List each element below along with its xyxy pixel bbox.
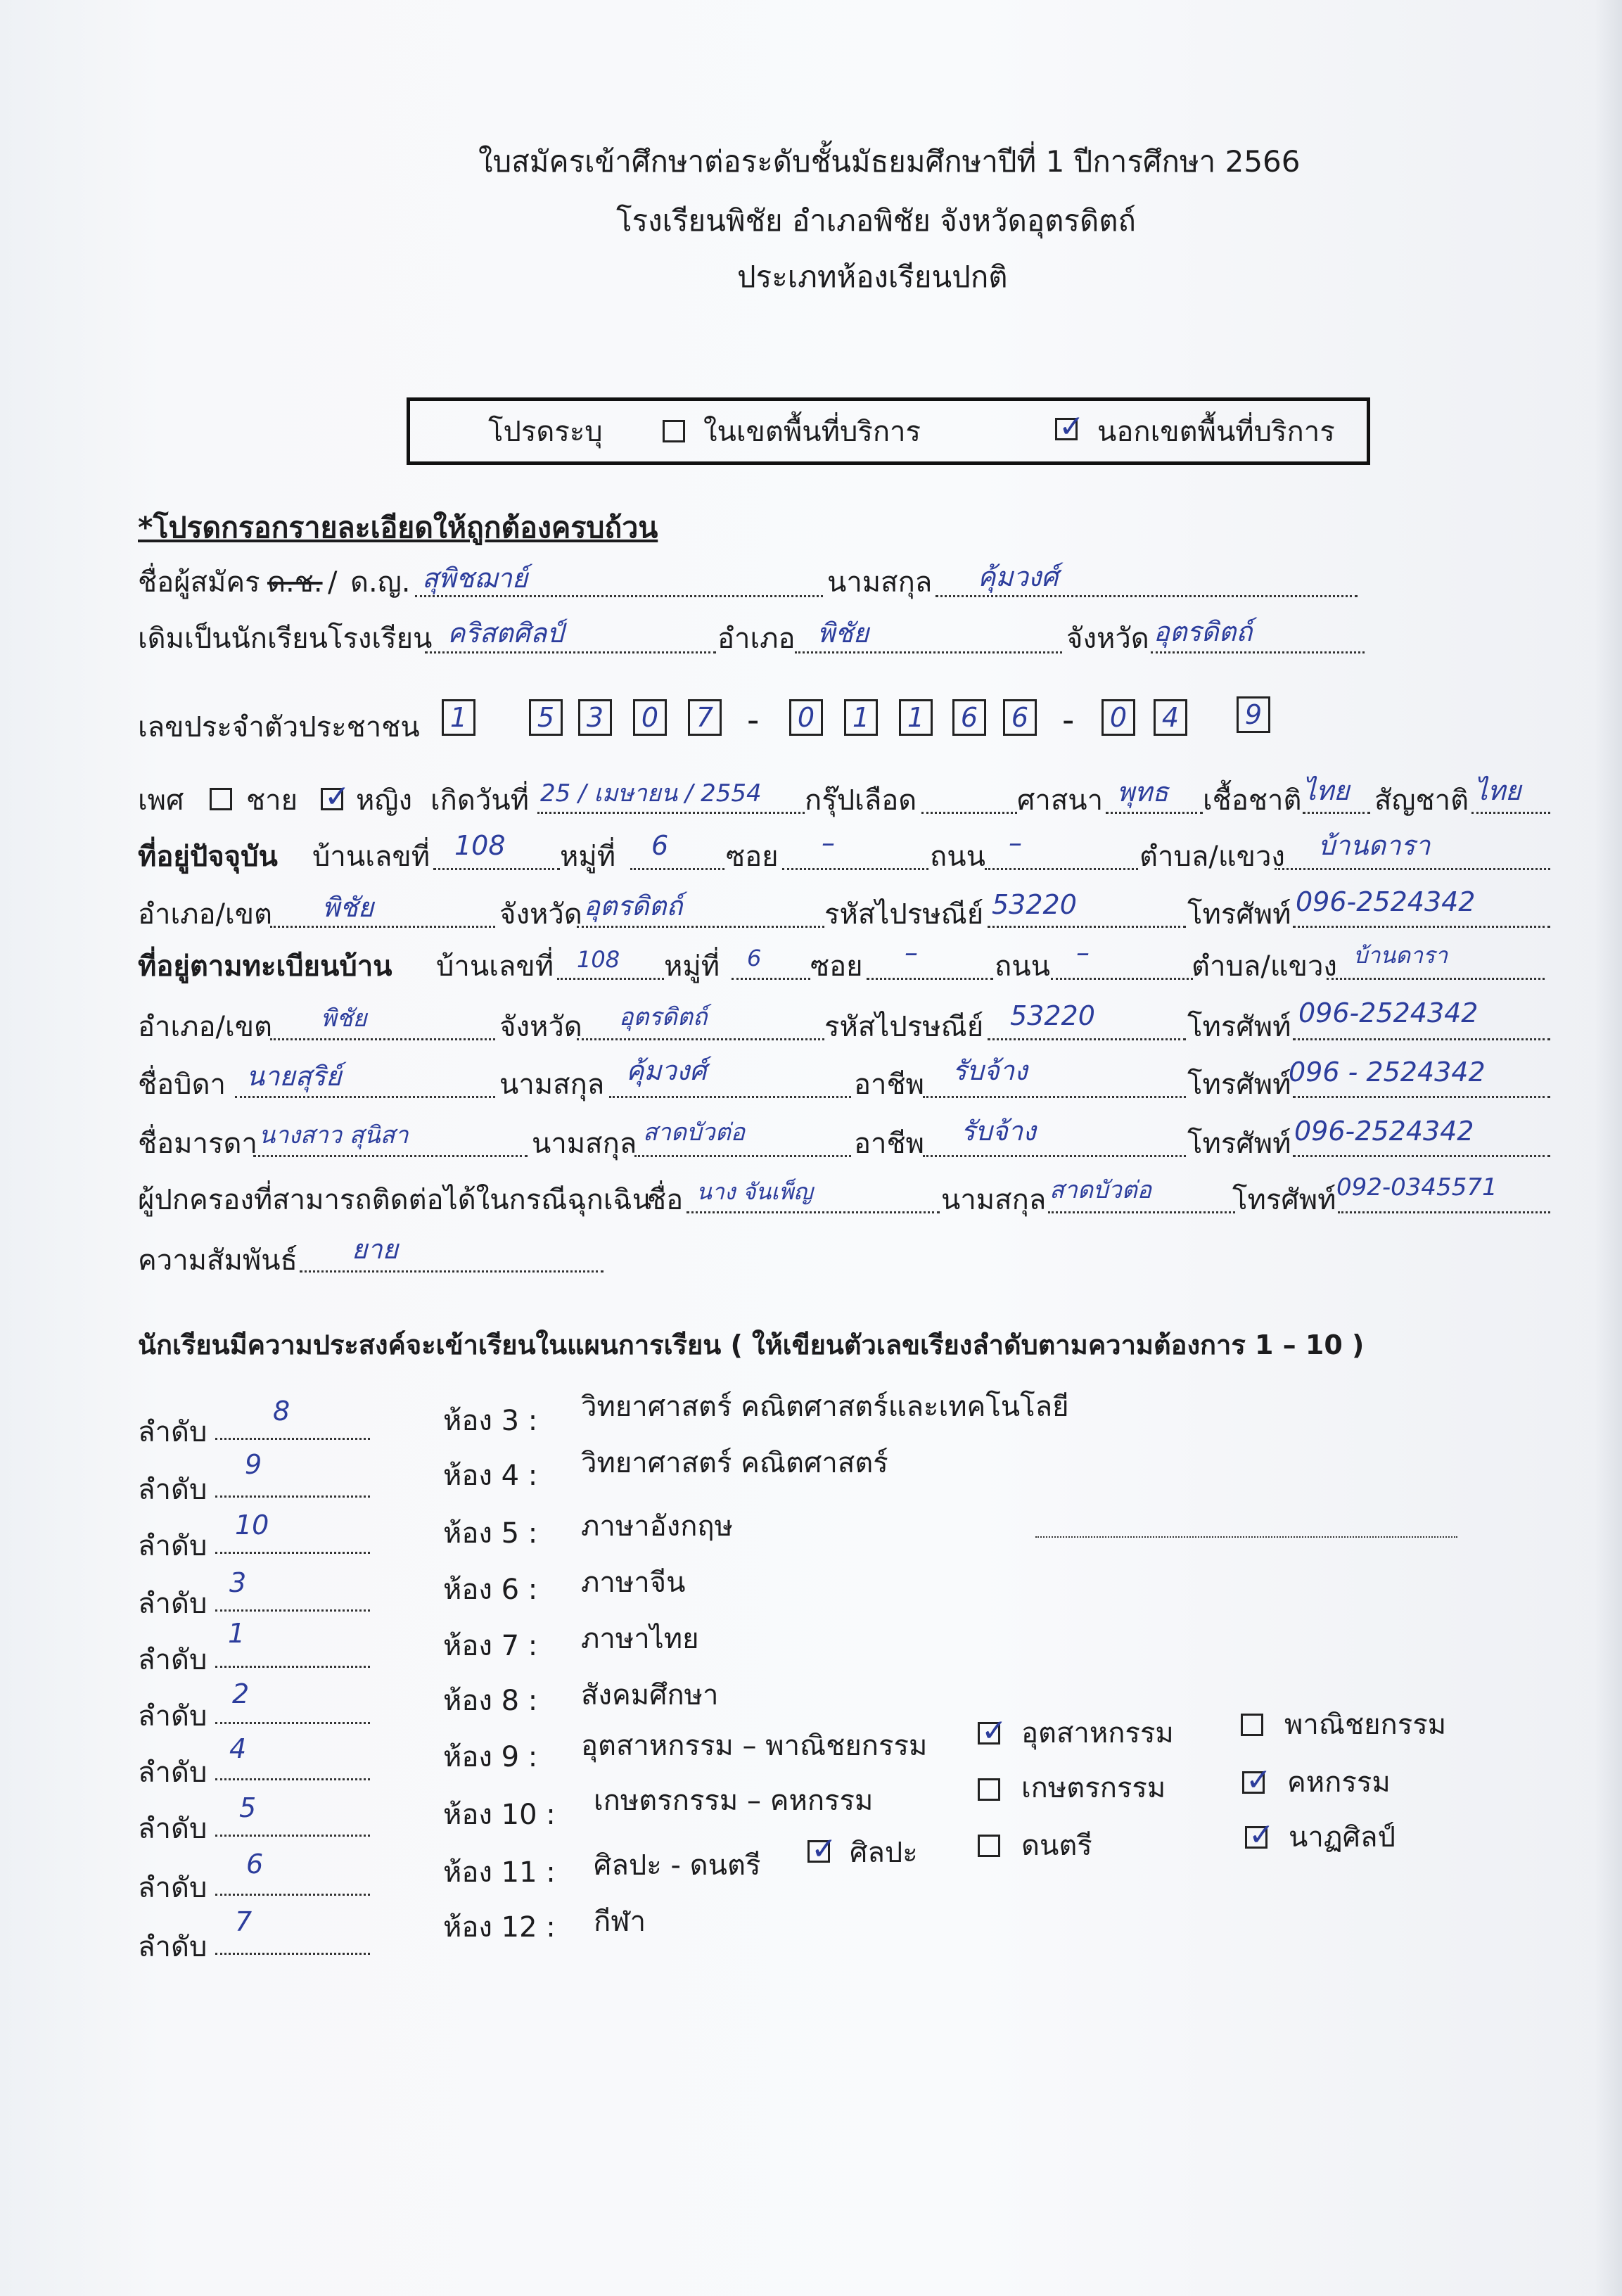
- room-number: ห้อง 7 :: [443, 1630, 538, 1662]
- cur-subdistrict-value[interactable]: บ้านดารา: [1318, 830, 1431, 861]
- cur-moo-line: [630, 868, 724, 870]
- cur-house-line: [433, 868, 560, 870]
- cur-house-label: บ้านเลขที่: [312, 841, 430, 873]
- reg-phone-value[interactable]: 096-2524342: [1298, 997, 1479, 1028]
- art-checkbox[interactable]: [807, 1840, 830, 1863]
- first-name-value[interactable]: สุพิชฌาย์: [422, 563, 528, 594]
- id-digit[interactable]: 0: [633, 699, 667, 736]
- cur-phone-value[interactable]: 096-2524342: [1296, 886, 1476, 917]
- mother-phone-label: โทรศัพท์: [1187, 1128, 1291, 1160]
- rank-line: [215, 1666, 370, 1668]
- id-digit[interactable]: 3: [578, 699, 612, 736]
- id-digit[interactable]: 1: [442, 699, 475, 736]
- cur-district-label: อำเภอ/เขต: [138, 898, 273, 931]
- prefix-boy: ด.ช.: [267, 566, 323, 599]
- rank-line: [215, 1778, 370, 1780]
- id-digit[interactable]: 6: [1003, 699, 1037, 736]
- rank-value[interactable]: 8: [273, 1396, 290, 1427]
- room-name: วิทยาศาสตร์ คณิตศาสตร์: [581, 1447, 888, 1479]
- rank-value[interactable]: 3: [229, 1567, 247, 1598]
- rank-label: ลำดับ: [138, 1756, 207, 1789]
- home-ec-label: คหกรรม: [1287, 1766, 1391, 1799]
- cur-moo-label: หมู่ที่: [560, 841, 616, 873]
- guardian-name-label: ชื่อ: [647, 1184, 684, 1216]
- guardian-surname-label: นามสกุล: [941, 1184, 1047, 1216]
- blood-line: [921, 812, 1017, 814]
- room-number: ห้อง 4 :: [443, 1460, 538, 1492]
- dance-label: นาฏศิลป์: [1289, 1821, 1396, 1854]
- father-job-line: [923, 1096, 1186, 1098]
- mother-phone-line: [1293, 1155, 1550, 1157]
- room-number: ห้อง 11 :: [443, 1856, 556, 1889]
- rank-line: [215, 1552, 370, 1554]
- male-checkbox[interactable]: [210, 788, 232, 810]
- cur-province-label: จังหวัด: [499, 898, 582, 931]
- id-digit[interactable]: 4: [1154, 699, 1187, 736]
- room-number: ห้อง 12 :: [443, 1911, 556, 1944]
- industry-checkbox[interactable]: [978, 1722, 1000, 1745]
- blood-label: กรุ๊ปเลือด: [805, 784, 917, 817]
- cur-zip-value[interactable]: 53220: [992, 889, 1077, 920]
- cur-phone-line: [1293, 926, 1550, 928]
- race-label: เชื้อชาติ: [1203, 784, 1302, 817]
- father-surname-value[interactable]: คุ้มวงศ์: [626, 1055, 707, 1086]
- cur-province-value[interactable]: อุตรดิตถ์: [584, 891, 683, 921]
- reg-house-line: [557, 978, 664, 980]
- rank-line: [215, 1894, 370, 1896]
- cur-moo-value[interactable]: 6: [651, 830, 669, 861]
- father-label: ชื่อบิดา: [138, 1069, 226, 1101]
- reg-soi-label: ซอย: [810, 950, 863, 983]
- school-value[interactable]: คริสตศิลป์: [447, 618, 564, 649]
- birth-label: เกิดวันที่: [430, 784, 530, 817]
- id-digit[interactable]: 0: [789, 699, 823, 736]
- home-ec-checkbox[interactable]: [1242, 1771, 1265, 1794]
- out-area-checkbox[interactable]: [1055, 418, 1078, 440]
- in-area-checkbox[interactable]: [663, 420, 685, 442]
- surname-value[interactable]: คุ้มวงศ์: [978, 561, 1059, 592]
- cur-zip-line: [988, 926, 1186, 928]
- industry-label: อุตสาหกรรม: [1021, 1717, 1174, 1749]
- surname-label: นามสกุล: [827, 566, 933, 599]
- school-line: โรงเรียนพิชัย อำเภอพิชัย จังหวัดอุตรดิตถ์: [616, 203, 1136, 238]
- mother-surname-label: นามสกุล: [532, 1128, 637, 1160]
- rank-line: [215, 1609, 370, 1612]
- surname-line: [935, 595, 1358, 597]
- relation-label: ความสัมพันธ์: [138, 1244, 298, 1277]
- mother-job-label: อาชีพ: [854, 1128, 924, 1160]
- race-value[interactable]: ไทย: [1303, 775, 1350, 806]
- father-phone-value[interactable]: 096 - 2524342: [1289, 1057, 1486, 1088]
- id-dash: -: [1062, 701, 1075, 740]
- cur-subdistrict-line: [1275, 868, 1550, 870]
- id-digit[interactable]: 0: [1101, 699, 1135, 736]
- mother-label: ชื่อมารดา: [138, 1128, 257, 1160]
- reg-road-line: [1051, 978, 1193, 980]
- national-id-label: เลขประจำตัวประชาชน: [138, 711, 420, 744]
- father-phone-line: [1293, 1096, 1550, 1098]
- commerce-label: พาณิชยกรรม: [1284, 1709, 1447, 1741]
- room-number: ห้อง 6 :: [443, 1574, 538, 1606]
- rank-line: [215, 1438, 370, 1440]
- out-area-label: นอกเขตพื้นที่บริการ: [1097, 416, 1335, 448]
- agriculture-checkbox[interactable]: [978, 1778, 1000, 1801]
- reg-road-value[interactable]: –: [1076, 937, 1090, 968]
- cur-road-label: ถนน: [930, 841, 985, 873]
- religion-value[interactable]: พุทธ: [1117, 777, 1169, 808]
- reg-district-label: อำเภอ/เขต: [138, 1011, 273, 1043]
- id-digit[interactable]: 9: [1237, 696, 1270, 733]
- reg-moo-line: [732, 978, 810, 980]
- relation-line: [300, 1270, 604, 1273]
- rank-label: ลำดับ: [138, 1700, 207, 1733]
- reg-province-label: จังหวัด: [499, 1011, 582, 1043]
- registered-address-title: ที่อยู่ตามทะเบียนบ้าน: [138, 950, 392, 983]
- guardian-name-line: [687, 1211, 940, 1213]
- plans-title: นักเรียนมีความประสงค์จะเข้าเรียนในแผนการเรียน ( ให้เขียนตัวเลขเรียงลำดับตามความต้องการ 1 – 10 ): [138, 1329, 1365, 1360]
- rank-value[interactable]: 7: [235, 1906, 253, 1937]
- guardian-surname-line: [1048, 1211, 1235, 1213]
- classroom-type: ประเภทห้องเรียนปกติ: [737, 260, 1008, 294]
- reg-province-line: [577, 1038, 824, 1040]
- instructions-heading: *โปรดกรอกรายละเอียดให้ถูกต้องครบถ้วน: [138, 511, 658, 544]
- rank-label: ลำดับ: [138, 1530, 207, 1562]
- cur-zip-label: รหัสไปรษณีย์: [824, 898, 984, 931]
- mother-job-line: [923, 1155, 1186, 1157]
- school-district-label: อำเภอ: [717, 623, 796, 655]
- room-number: ห้อง 10 :: [443, 1799, 556, 1831]
- gender-label: เพศ: [138, 784, 184, 817]
- religion-label: ศาสนา: [1017, 784, 1104, 817]
- form-title: ใบสมัครเข้าศึกษาต่อระดับชั้นมัธยมศึกษาปีที่ 1 ปีการศึกษา 2566: [478, 144, 1301, 179]
- relation-value[interactable]: ยาย: [352, 1234, 398, 1265]
- male-label: ชาย: [246, 784, 298, 817]
- cur-soi-value[interactable]: –: [822, 827, 835, 858]
- father-surname-label: นามสกุล: [499, 1069, 605, 1101]
- rank-line: [215, 1835, 370, 1837]
- reg-zip-value[interactable]: 53220: [1010, 1000, 1095, 1031]
- in-area-label: ในเขตพื้นที่บริการ: [703, 416, 921, 448]
- school-district-line: [795, 651, 1062, 653]
- father-surname-line: [609, 1096, 851, 1098]
- guardian-label: ผู้ปกครองที่สามารถติดต่อได้ในกรณีฉุกเฉิน: [138, 1184, 652, 1216]
- father-job-value[interactable]: รับจ้าง: [952, 1055, 1028, 1086]
- school-province-value[interactable]: อุตรดิตถ์: [1154, 616, 1253, 647]
- school-province-line: [1151, 651, 1365, 653]
- id-digit[interactable]: 1: [899, 699, 933, 736]
- cur-soi-line: [782, 868, 928, 870]
- rank-value[interactable]: 5: [239, 1792, 257, 1823]
- room-name: ศิลปะ - ดนตรี: [594, 1849, 761, 1882]
- rank-line: [215, 1722, 370, 1724]
- religion-line: [1106, 812, 1203, 814]
- reg-road-label: ถนน: [995, 950, 1050, 983]
- reg-soi-line: [867, 978, 993, 980]
- room-name: ภาษาอังกฤษ: [581, 1510, 734, 1543]
- cur-district-line: [270, 926, 495, 928]
- birth-value[interactable]: 25 / เมษายน / 2554: [540, 779, 762, 808]
- room-number: ห้อง 9 :: [443, 1741, 538, 1773]
- rank-label: ลำดับ: [138, 1813, 207, 1845]
- cur-road-value[interactable]: –: [1009, 827, 1022, 858]
- father-line: [235, 1096, 495, 1098]
- rank-value[interactable]: 6: [246, 1849, 264, 1880]
- rank-label: ลำดับ: [138, 1474, 207, 1506]
- female-label: หญิง: [356, 784, 412, 817]
- reg-province-value[interactable]: อุตรดิตถ์: [619, 1003, 708, 1031]
- nationality-label: สัญชาติ: [1374, 784, 1469, 817]
- id-dash: -: [747, 701, 760, 740]
- mother-surname-line: [634, 1155, 851, 1157]
- room-name: วิทยาศาสตร์ คณิตศาสตร์และเทคโนโลยี: [581, 1391, 1069, 1423]
- id-digit[interactable]: 5: [529, 699, 563, 736]
- father-value[interactable]: นายสุริย์: [246, 1061, 342, 1092]
- room-number: ห้อง 8 :: [443, 1685, 538, 1717]
- rank-label: ลำดับ: [138, 1872, 207, 1904]
- reg-subdistrict-value[interactable]: บ้านดารา: [1353, 942, 1448, 969]
- reg-district-line: [270, 1038, 495, 1040]
- guardian-phone-line: [1338, 1211, 1550, 1213]
- rank-value[interactable]: 9: [245, 1449, 262, 1480]
- rank-label: ลำดับ: [138, 1416, 207, 1448]
- race-line: [1303, 812, 1370, 814]
- room-name: สังคมศึกษา: [581, 1679, 719, 1711]
- cur-road-line: [985, 868, 1138, 870]
- mother-line: [253, 1155, 528, 1157]
- rank-value[interactable]: 1: [228, 1618, 245, 1649]
- reg-moo-label: หมู่ที่: [664, 950, 720, 983]
- cur-soi-label: ซอย: [726, 841, 779, 873]
- mother-surname-value[interactable]: สาดบัวต่อ: [643, 1118, 746, 1147]
- rank-label: ลำดับ: [138, 1588, 207, 1620]
- reg-phone-line: [1293, 1038, 1550, 1040]
- reg-house-value[interactable]: 108: [577, 946, 620, 973]
- rank-label: ลำดับ: [138, 1644, 207, 1676]
- agriculture-label: เกษตรกรรม: [1021, 1772, 1166, 1804]
- dance-checkbox[interactable]: [1245, 1826, 1267, 1849]
- reg-zip-line: [988, 1038, 1186, 1040]
- id-digit[interactable]: 1: [844, 699, 878, 736]
- father-phone-label: โทรศัพท์: [1187, 1069, 1291, 1101]
- room-name: อุตสาหกรรม – พาณิชยกรรม: [581, 1730, 928, 1762]
- cur-district-value[interactable]: พิชัย: [322, 892, 374, 923]
- mother-phone-value[interactable]: 096-2524342: [1294, 1116, 1474, 1147]
- cur-province-line: [577, 926, 824, 928]
- room-name: กีฬา: [594, 1906, 646, 1938]
- art-label: ศิลปะ: [850, 1837, 918, 1869]
- school-district-value[interactable]: พิชัย: [817, 618, 869, 649]
- cur-subdistrict-label: ตำบล/แขวง: [1139, 841, 1285, 873]
- music-label: ดนตรี: [1021, 1830, 1092, 1862]
- commerce-checkbox[interactable]: [1241, 1714, 1263, 1736]
- room-name: เกษตรกรรม – คหกรรม: [594, 1785, 874, 1817]
- cur-phone-label: โทรศัพท์: [1187, 898, 1291, 931]
- rank-label: ลำดับ: [138, 1931, 207, 1963]
- room-number: ห้อง 5 :: [443, 1517, 538, 1550]
- guardian-phone-label: โทรศัพท์: [1232, 1184, 1336, 1216]
- rank-value[interactable]: 4: [229, 1733, 247, 1764]
- extra-line: [1035, 1536, 1457, 1538]
- room-name: ภาษาจีน: [581, 1567, 686, 1599]
- guardian-name-value[interactable]: นาง จันเพ็ญ: [696, 1178, 813, 1205]
- rank-value[interactable]: 10: [235, 1510, 269, 1541]
- birth-line: [537, 812, 805, 814]
- mother-job-value[interactable]: รับจ้าง: [961, 1116, 1036, 1147]
- nationality-line: [1471, 812, 1550, 814]
- rank-line: [215, 1495, 370, 1498]
- reg-zip-label: รหัสไปรษณีย์: [824, 1011, 984, 1043]
- school-line: [425, 651, 716, 653]
- music-checkbox[interactable]: [978, 1835, 1000, 1857]
- cur-house-value[interactable]: 108: [454, 830, 506, 861]
- prefix-separator: /: [328, 566, 338, 599]
- id-digit[interactable]: 7: [688, 699, 722, 736]
- rank-value[interactable]: 2: [232, 1678, 250, 1709]
- nationality-value[interactable]: ไทย: [1474, 775, 1521, 806]
- mother-value[interactable]: นางสาว สุนิสา: [259, 1121, 409, 1149]
- school-province-label: จังหวัด: [1066, 623, 1149, 655]
- female-checkbox[interactable]: [321, 788, 343, 810]
- rank-line: [215, 1953, 370, 1955]
- area-label: โปรดระบุ: [488, 416, 603, 448]
- reg-soi-value[interactable]: –: [905, 937, 918, 968]
- id-digit[interactable]: 6: [952, 699, 986, 736]
- reg-subdistrict-line: [1327, 978, 1545, 980]
- current-address-title: ที่อยู่ปัจจุบัน: [138, 841, 278, 873]
- reg-moo-value[interactable]: 6: [747, 945, 762, 971]
- guardian-surname-value[interactable]: สาดบัวต่อ: [1049, 1176, 1152, 1204]
- prefix-girl: ด.ญ.: [350, 566, 411, 599]
- room-name: ภาษาไทย: [581, 1623, 699, 1655]
- reg-district-value[interactable]: พิชัย: [321, 1005, 367, 1033]
- room-number: ห้อง 3 :: [443, 1405, 538, 1437]
- school-label: เดิมเป็นนักเรียนโรงเรียน: [138, 623, 433, 655]
- reg-subdistrict-label: ตำบล/แขวง: [1192, 950, 1337, 983]
- father-job-label: อาชีพ: [854, 1069, 924, 1101]
- reg-house-label: บ้านเลขที่: [436, 950, 554, 983]
- reg-phone-label: โทรศัพท์: [1187, 1011, 1291, 1043]
- guardian-phone-value[interactable]: 092-0345571: [1336, 1173, 1498, 1201]
- applicant-name-label: ชื่อผู้สมัคร: [138, 566, 260, 599]
- first-name-line: [415, 595, 823, 597]
